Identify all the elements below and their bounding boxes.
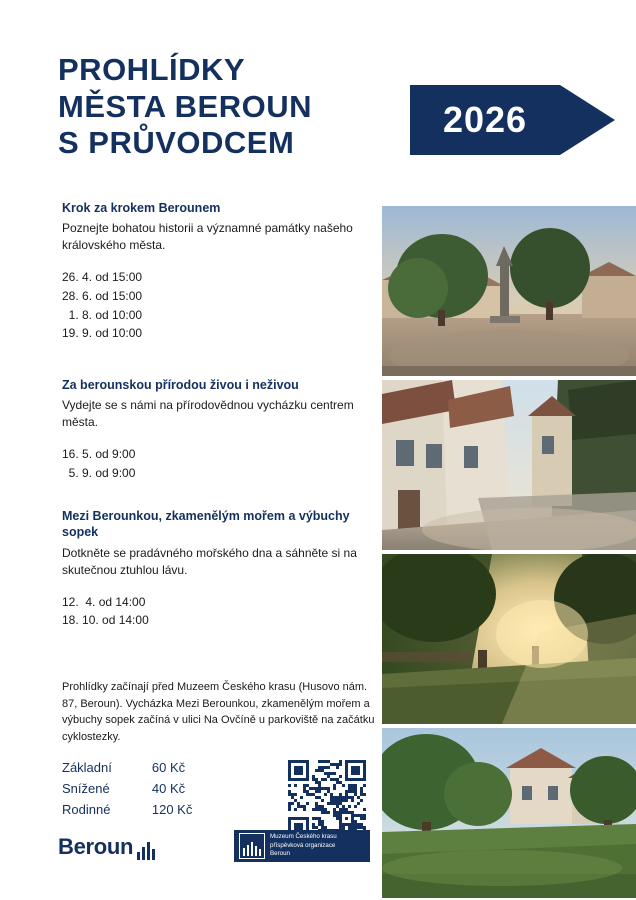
logo-museum-line-1: Muzeum Českého krasu	[270, 833, 337, 841]
price-value: 60 Kč	[151, 760, 186, 775]
price-row	[62, 799, 192, 820]
price-list	[62, 757, 192, 820]
arrow-tip-icon	[560, 85, 615, 155]
tour-item	[62, 377, 374, 483]
tour-date: 28. 6. od 15:00	[62, 288, 143, 303]
tour-description: Poznejte bohatou historii a významné památky našeho královského města.	[62, 221, 353, 253]
tour-date: 12. 4. od 14:00	[62, 594, 146, 609]
tours-list	[62, 200, 374, 630]
title-line-2: MĚSTA BEROUN	[58, 88, 312, 124]
tour-dates	[62, 593, 374, 630]
price-row	[62, 757, 192, 778]
photo-green-park-buildings	[382, 728, 636, 898]
logo-beroun	[58, 834, 155, 860]
year-banner	[410, 85, 615, 155]
photo-cobbled-street-houses	[382, 380, 636, 550]
logo-museum-line-2: příspěvková organizace	[270, 841, 336, 849]
logo-museum-text	[270, 833, 337, 858]
tour-heading: Za berounskou přírodou živou i neživou	[62, 377, 299, 392]
tour-description: Vydejte se s námi na přírodovědnou vycházku centrem města.	[62, 397, 354, 429]
qr-code-canvas	[288, 760, 366, 838]
spacer	[62, 343, 374, 377]
price-value: 40 Kč	[151, 781, 186, 797]
museum-mark-icon	[239, 833, 265, 859]
tour-heading: Krok za krokem Berounem	[62, 201, 221, 215]
qr-code[interactable]	[288, 760, 366, 838]
tour-heading: Mezi Berounkou, zkamenělým mořem a výbuchy sopek	[62, 509, 350, 540]
photo-town-square-sunset	[382, 206, 636, 376]
tour-dates	[62, 445, 374, 482]
meeting-point-note: Prohlídky začínají před Muzeem Českého krasu (Husovo nám. 87, Beroun). Vycházka Mezi Berounkou, zkamenělým mořem a výbuchy sopek začíná v ulici Na Ovčíně u parkoviště na začátku cyklostezky.	[62, 681, 375, 743]
logo-museum-line-3: Beroun	[270, 850, 290, 858]
photo-park-sunrays	[382, 554, 636, 724]
logo-bars-icon	[137, 842, 155, 860]
tour-dates	[62, 268, 374, 342]
tour-date: 18. 10. od 14:00	[62, 613, 149, 628]
tour-item	[62, 508, 374, 630]
logo-museum	[234, 830, 370, 862]
page-title	[58, 52, 388, 162]
tour-date: 5. 9. od 9:00	[62, 465, 136, 480]
title-line-3: S PRŮVODCEM	[58, 125, 295, 161]
tour-date: 16. 5. od 9:00	[62, 447, 136, 461]
price-label: Rodinné	[62, 802, 111, 818]
tour-date: 1. 8. od 10:00	[62, 307, 143, 322]
tour-date: 26. 4. od 15:00	[62, 270, 143, 285]
price-label: Snížené	[62, 781, 110, 797]
tour-description: Dotkněte se pradávného mořského dna a sáhněte si na skutečnou ztuhlou lávu.	[62, 545, 357, 577]
title-line-1: PROHLÍDKY	[58, 52, 246, 87]
spacer	[62, 482, 374, 508]
price-row	[62, 778, 192, 799]
tour-date: 19. 9. od 10:00	[62, 326, 143, 341]
logo-beroun-wordmark: Beroun	[58, 834, 134, 859]
tour-item	[62, 200, 374, 343]
year-label: 2026	[442, 99, 528, 140]
price-label: Základní	[62, 760, 112, 775]
price-value: 120 Kč	[151, 802, 193, 818]
